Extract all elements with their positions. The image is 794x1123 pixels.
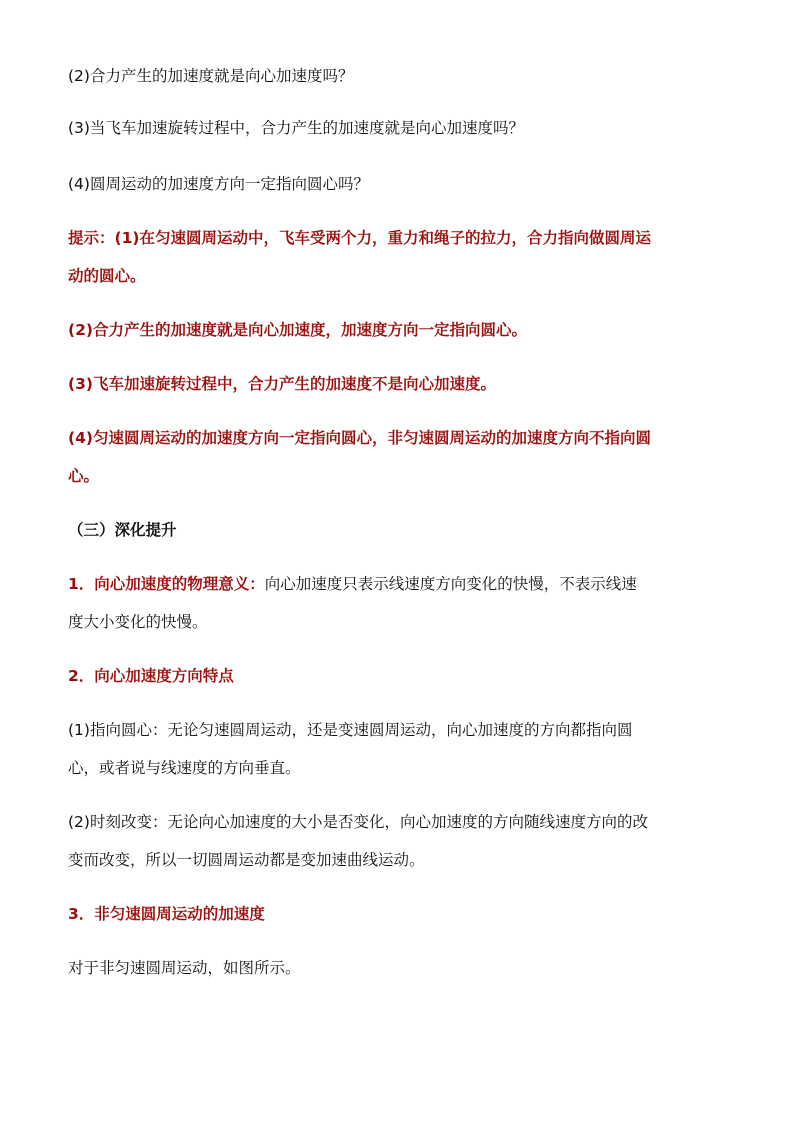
- point-2-sub-2-line-1: (2)时刻改变：无论向心加速度的大小是否变化，向心加速度的方向随线速度方向的改: [68, 813, 648, 831]
- hint-3: (3)飞车加速旋转过程中，合力产生的加速度不是向心加速度。: [68, 375, 496, 393]
- question-3: (3)当飞车加速旋转过程中，合力产生的加速度就是向心加速度吗？: [68, 119, 524, 137]
- point-1-line-1: [68, 574, 637, 594]
- point-1-label: 1．向心加速度的物理意义：: [68, 575, 265, 593]
- section-heading: （三）深化提升: [68, 521, 177, 539]
- point-2-sub-2-line-2: 变而改变，所以一切圆周运动都是变加速曲线运动。: [68, 851, 425, 869]
- question-4: (4)圆周运动的加速度方向一定指向圆心吗？: [68, 175, 369, 193]
- point-3-text: 对于非匀速圆周运动，如图所示。: [68, 959, 301, 977]
- point-3-heading: 3．非匀速圆周运动的加速度: [68, 905, 265, 923]
- hint-4-line-2: 心。: [68, 467, 100, 485]
- point-2-heading: 2．向心加速度方向特点: [68, 667, 234, 685]
- point-1-text: 向心加速度只表示线速度方向变化的快慢，不表示线速: [264, 575, 637, 593]
- hint-1-line-1: 提示：(1)在匀速圆周运动中，飞车受两个力，重力和绳子的拉力，合力指向做圆周运: [68, 229, 651, 247]
- hint-1-line-2: 动的圆心。: [68, 267, 146, 285]
- point-1-line-2: 度大小变化的快慢。: [68, 613, 208, 631]
- hint-2: (2)合力产生的加速度就是向心加速度，加速度方向一定指向圆心。: [68, 321, 527, 339]
- point-2-sub-1-line-2: 心，或者说与线速度的方向垂直。: [68, 759, 301, 777]
- point-2-sub-1-line-1: (1)指向圆心：无论匀速圆周运动，还是变速圆周运动，向心加速度的方向都指向圆: [68, 721, 633, 739]
- question-2: (2)合力产生的加速度就是向心加速度吗？: [68, 67, 354, 85]
- hint-4-line-1: (4)匀速圆周运动的加速度方向一定指向圆心，非匀速圆周运动的加速度方向不指向圆: [68, 429, 651, 447]
